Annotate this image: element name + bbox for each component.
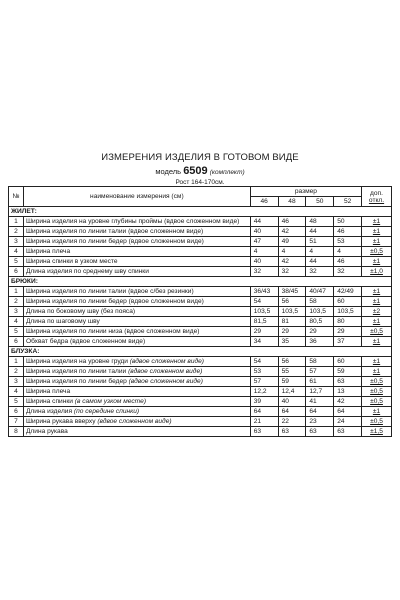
table-body: [9, 207, 392, 437]
size-value: 24: [334, 417, 362, 427]
row-number: 5: [9, 327, 24, 337]
measurement-name: [23, 227, 250, 237]
tolerance-text: ±2: [372, 307, 381, 315]
size-value: 49: [278, 237, 306, 247]
tolerance-value: [362, 317, 392, 327]
row-number: 3: [9, 377, 24, 387]
size-value: 4: [334, 247, 362, 257]
table-row: [9, 217, 392, 227]
model-note: (комплект): [209, 169, 245, 176]
size-value: 42: [278, 257, 306, 267]
tolerance-value: [362, 337, 392, 347]
size-value: 63: [334, 377, 362, 387]
size-header: 50: [306, 197, 334, 207]
measurement-label: Ширина плеча: [25, 387, 71, 395]
size-value: 53: [250, 367, 278, 377]
size-value: 64: [306, 407, 334, 417]
model-prefix: модель: [155, 167, 182, 176]
table-row: [9, 377, 392, 387]
table-row: [9, 407, 392, 417]
tolerance-value: [362, 237, 392, 247]
table-row: [9, 427, 392, 437]
tolerance-value: [362, 247, 392, 257]
tolerance-text: ±1: [372, 367, 381, 375]
document-title: ИЗМЕРЕНИЯ ИЗДЕЛИЯ В ГОТОВОМ ВИДЕ: [101, 152, 299, 163]
tolerance-text: ±1: [372, 407, 381, 415]
size-value: 56: [278, 297, 306, 307]
measurement-name: [23, 267, 250, 277]
tolerance-text: ±1: [372, 317, 381, 325]
measurement-name: [23, 357, 250, 367]
tolerance-value: [362, 257, 392, 267]
measurement-label: Длина изделия по среднему шву спинки: [25, 267, 149, 275]
tolerance-text: ±1: [372, 217, 381, 225]
size-value: 60: [334, 357, 362, 367]
table-row: [9, 357, 392, 367]
size-value: 40: [278, 397, 306, 407]
size-value: 81: [278, 317, 306, 327]
section-row: [9, 277, 392, 287]
row-number: 4: [9, 317, 24, 327]
size-value: 59: [278, 377, 306, 387]
tolerance-value: [362, 417, 392, 427]
section-row: [9, 347, 392, 357]
tolerance-text: ±1: [372, 297, 381, 305]
measurement-name: [23, 417, 250, 427]
section-title: БРЮКИ:: [9, 277, 392, 287]
row-number: 2: [9, 297, 24, 307]
measurement-label: Ширина спинки: [25, 397, 75, 405]
size-value: 42: [334, 397, 362, 407]
size-value: 32: [306, 267, 334, 277]
row-number: 1: [9, 287, 24, 297]
measurement-label: Ширина изделия по линии бедер (вдвое сложенном виде): [25, 237, 204, 245]
row-number: 7: [9, 417, 24, 427]
size-value: 103,5: [306, 307, 334, 317]
size-value: 37: [334, 337, 362, 347]
size-value: 57: [306, 367, 334, 377]
size-value: 44: [306, 257, 334, 267]
tolerance-value: [362, 307, 392, 317]
size-value: 63: [250, 427, 278, 437]
model-number: 6509: [183, 165, 208, 177]
table-row: [9, 297, 392, 307]
size-value: 54: [250, 297, 278, 307]
tolerance-text: ±1: [372, 337, 381, 345]
size-value: 29: [334, 327, 362, 337]
measurements-table: [8, 186, 392, 437]
measurement-label: Длина по боковому шву (без пояса): [25, 307, 136, 315]
measurement-name: [23, 317, 250, 327]
row-number: 6: [9, 337, 24, 347]
measurement-note: (вдвое сложенном виде): [128, 367, 203, 375]
size-value: 57: [250, 377, 278, 387]
size-value: 4: [278, 247, 306, 257]
size-value: 41: [306, 397, 334, 407]
table-row: [9, 287, 392, 297]
measurement-label: Ширина рукава вверху: [25, 417, 98, 425]
row-number: 8: [9, 427, 24, 437]
measurement-name: [23, 397, 250, 407]
size-value: 40: [250, 227, 278, 237]
tolerance-text: ±1: [372, 257, 381, 265]
header-row: [9, 187, 392, 197]
row-number: 6: [9, 407, 24, 417]
tolerance-text: ±0,5: [370, 327, 383, 335]
table-row: [9, 307, 392, 317]
size-value: 42/49: [334, 287, 362, 297]
tolerance-value: [362, 297, 392, 307]
tolerance-text: ±0,5: [370, 387, 383, 395]
size-value: 103,5: [250, 307, 278, 317]
col-size-header: размер: [250, 187, 361, 197]
size-value: 64: [334, 407, 362, 417]
row-number: 2: [9, 227, 24, 237]
tolerance-label-1: доп.: [370, 189, 383, 197]
size-value: 32: [250, 267, 278, 277]
measurement-note: (вдвое сложенном виде): [97, 417, 172, 425]
col-name-header: наименование измерения (см): [23, 187, 250, 207]
measurement-note: (в самом узком месте): [74, 397, 147, 405]
table-row: [9, 327, 392, 337]
size-value: 39: [250, 397, 278, 407]
table-row: [9, 247, 392, 257]
tolerance-text: ±0,5: [370, 247, 383, 255]
size-value: 64: [250, 407, 278, 417]
tolerance-text: ±1,0: [370, 267, 383, 275]
size-value: 44: [306, 227, 334, 237]
size-value: 55: [278, 367, 306, 377]
size-value: 47: [250, 237, 278, 247]
size-value: 51: [306, 237, 334, 247]
row-number: 5: [9, 257, 24, 267]
measurement-name: [23, 327, 250, 337]
tolerance-text: ±1: [372, 227, 381, 235]
size-value: 46: [334, 257, 362, 267]
size-value: 61: [306, 377, 334, 387]
size-value: 63: [306, 427, 334, 437]
row-number: 1: [9, 217, 24, 227]
tolerance-text: ±1: [372, 287, 381, 295]
size-value: 58: [306, 357, 334, 367]
measurement-name: [23, 297, 250, 307]
size-value: 40/47: [306, 287, 334, 297]
measurement-name: [23, 337, 250, 347]
measurement-name: [23, 377, 250, 387]
size-value: 44: [250, 217, 278, 227]
size-value: 12,2: [250, 387, 278, 397]
measurement-note: (вдвое сложенном виде): [128, 377, 203, 385]
measurement-name: [23, 247, 250, 257]
size-value: 53: [334, 237, 362, 247]
size-value: 4: [250, 247, 278, 257]
table-row: [9, 317, 392, 327]
row-number: 3: [9, 307, 24, 317]
size-value: 29: [278, 327, 306, 337]
size-value: 56: [278, 357, 306, 367]
col-tolerance-header: [362, 187, 392, 207]
measurement-label: Обхват бедра (вдвое сложенном виде): [25, 337, 146, 345]
section-title: БЛУЗКА:: [9, 347, 392, 357]
measurement-label: Ширина изделия на уровне глубины проймы (вдвое сложенном виде): [25, 217, 240, 225]
size-header: 52: [334, 197, 362, 207]
measurement-name: [23, 307, 250, 317]
tolerance-value: [362, 427, 392, 437]
tolerance-value: [362, 357, 392, 367]
size-value: 103,5: [278, 307, 306, 317]
tolerance-text: ±1,5: [370, 427, 383, 435]
row-number: 1: [9, 357, 24, 367]
tolerance-value: [362, 367, 392, 377]
size-value: 36: [306, 337, 334, 347]
col-num-header: №: [9, 187, 24, 207]
size-value: 29: [250, 327, 278, 337]
measurement-label: Ширина спинки в узком месте: [25, 257, 118, 265]
model-line: [0, 165, 400, 177]
measurement-name: [23, 387, 250, 397]
tolerance-value: [362, 327, 392, 337]
measurement-name: [23, 367, 250, 377]
measurement-label: Длина изделия: [25, 407, 74, 415]
size-value: 12,7: [306, 387, 334, 397]
size-value: 80,5: [306, 317, 334, 327]
size-value: 48: [306, 217, 334, 227]
row-number: 2: [9, 367, 24, 377]
size-value: 40: [250, 257, 278, 267]
measurement-name: [23, 237, 250, 247]
measurement-label: Ширина изделия на уровне груди: [25, 357, 130, 365]
measurement-name: [23, 407, 250, 417]
table-row: [9, 417, 392, 427]
table-row: [9, 267, 392, 277]
size-value: 13: [334, 387, 362, 397]
size-value: 32: [278, 267, 306, 277]
section-title: ЖИЛЕТ:: [9, 207, 392, 217]
measurement-name: [23, 257, 250, 267]
row-number: 3: [9, 237, 24, 247]
measurement-name: [23, 217, 250, 227]
size-value: 29: [306, 327, 334, 337]
table-row: [9, 397, 392, 407]
measurement-label: Ширина изделия по линии талии (вдвое с/без резинки): [25, 287, 194, 295]
measurement-label: Ширина изделия по линии низа (вдвое сложенном виде): [25, 327, 200, 335]
size-value: 80: [334, 317, 362, 327]
measurement-label: Ширина плеча: [25, 247, 71, 255]
table-row: [9, 227, 392, 237]
row-number: 4: [9, 387, 24, 397]
tolerance-value: [362, 397, 392, 407]
tolerance-value: [362, 227, 392, 237]
table-row: [9, 387, 392, 397]
size-value: 32: [334, 267, 362, 277]
size-value: 50: [334, 217, 362, 227]
table-row: [9, 337, 392, 347]
tolerance-value: [362, 267, 392, 277]
tolerance-label-2: откл.: [368, 196, 385, 204]
size-value: 63: [278, 427, 306, 437]
measurement-label: Ширина изделия по линии бедер (вдвое сложенном виде): [25, 297, 204, 305]
size-value: 64: [278, 407, 306, 417]
size-value: 42: [278, 227, 306, 237]
size-value: 22: [278, 417, 306, 427]
table-row: [9, 237, 392, 247]
size-value: 38/45: [278, 287, 306, 297]
table-row: [9, 257, 392, 267]
measurement-name: [23, 427, 250, 437]
size-value: 58: [306, 297, 334, 307]
size-value: 4: [306, 247, 334, 257]
size-value: 81,5: [250, 317, 278, 327]
tolerance-value: [362, 387, 392, 397]
tolerance-value: [362, 287, 392, 297]
size-value: 21: [250, 417, 278, 427]
size-header: 46: [250, 197, 278, 207]
tolerance-text: ±0,5: [370, 397, 383, 405]
row-number: 5: [9, 397, 24, 407]
measurement-label: Длина рукава: [25, 427, 68, 435]
section-row: [9, 207, 392, 217]
tolerance-text: ±0,5: [370, 377, 383, 385]
size-value: 103,5: [334, 307, 362, 317]
size-value: 46: [278, 217, 306, 227]
tolerance-value: [362, 377, 392, 387]
measurement-note: (вдвое сложенном виде): [129, 357, 204, 365]
height-range: Рост 164-170см.: [175, 179, 225, 186]
tolerance-text: ±1: [372, 357, 381, 365]
size-value: 54: [250, 357, 278, 367]
size-value: 34: [250, 337, 278, 347]
table-row: [9, 367, 392, 377]
row-number: 6: [9, 267, 24, 277]
measurement-label: Ширина изделия по линии талии (вдвое сложенном виде): [25, 227, 204, 235]
tolerance-text: ±1: [372, 237, 381, 245]
measurement-name: [23, 287, 250, 297]
size-value: 63: [334, 427, 362, 437]
measurement-label: Длина по шаговому шву: [25, 317, 100, 325]
size-value: 23: [306, 417, 334, 427]
row-number: 4: [9, 247, 24, 257]
measurement-label: Ширина изделия по линии талии: [25, 367, 129, 375]
tolerance-value: [362, 407, 392, 417]
tolerance-text: ±0,5: [370, 417, 383, 425]
size-value: 12,4: [278, 387, 306, 397]
size-value: 60: [334, 297, 362, 307]
size-value: 35: [278, 337, 306, 347]
size-value: 36/43: [250, 287, 278, 297]
size-value: 59: [334, 367, 362, 377]
measurement-note: (по середине спинки): [73, 407, 140, 415]
size-header: 48: [278, 197, 306, 207]
tolerance-value: [362, 217, 392, 227]
measurement-label: Ширина изделия по линии бедер: [25, 377, 129, 385]
size-value: 46: [334, 227, 362, 237]
